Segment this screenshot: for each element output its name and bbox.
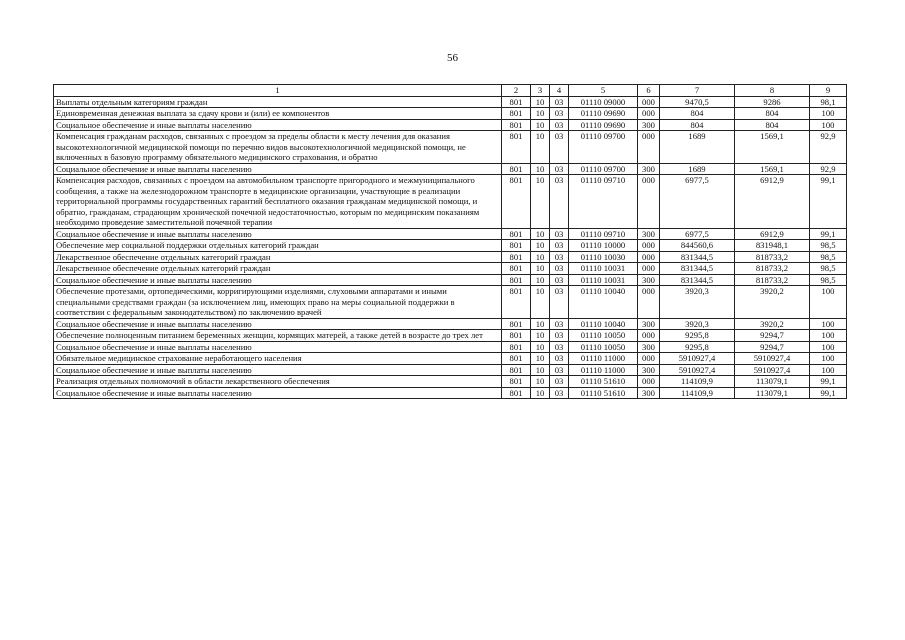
percent-cell: 98,5: [810, 263, 847, 275]
row-name-cell: Социальное обеспечение и иные выплаты населению: [54, 318, 502, 330]
admin-code-cell: 801: [502, 341, 531, 353]
table-row: [54, 240, 847, 252]
header-cell: 3: [531, 85, 550, 97]
section-cell: 10: [531, 364, 550, 376]
executed-cell: 6912,9: [735, 175, 810, 229]
section-cell: 10: [531, 163, 550, 175]
planned-cell: 831344,5: [660, 274, 735, 286]
target-article-cell: 01110 10031: [569, 263, 638, 275]
row-name-cell: Социальное обеспечение и иные выплаты населению: [54, 364, 502, 376]
table-row: [54, 96, 847, 108]
table-row: [54, 387, 847, 399]
expense-type-cell: 300: [638, 318, 660, 330]
header-cell: 1: [54, 85, 502, 97]
expense-type-cell: 000: [638, 286, 660, 319]
percent-cell: 99,1: [810, 376, 847, 388]
executed-cell: 5910927,4: [735, 364, 810, 376]
target-article-cell: 01110 09710: [569, 175, 638, 229]
executed-cell: 5910927,4: [735, 353, 810, 365]
expense-type-cell: 300: [638, 163, 660, 175]
admin-code-cell: 801: [502, 364, 531, 376]
admin-code-cell: 801: [502, 163, 531, 175]
planned-cell: 9295,8: [660, 341, 735, 353]
section-cell: 10: [531, 251, 550, 263]
expense-type-cell: 000: [638, 108, 660, 120]
planned-cell: 114109,9: [660, 376, 735, 388]
section-cell: 10: [531, 108, 550, 120]
table-row: [54, 376, 847, 388]
target-article-cell: 01110 10030: [569, 251, 638, 263]
row-name-cell: Реализация отдельных полномочий в области лекарственного обеспечения: [54, 376, 502, 388]
header-cell: 4: [550, 85, 569, 97]
admin-code-cell: 801: [502, 108, 531, 120]
target-article-cell: 01110 09690: [569, 108, 638, 120]
expense-type-cell: 300: [638, 119, 660, 131]
executed-cell: 113079,1: [735, 376, 810, 388]
table-row: [54, 251, 847, 263]
percent-cell: 100: [810, 318, 847, 330]
expense-type-cell: 000: [638, 251, 660, 263]
admin-code-cell: 801: [502, 228, 531, 240]
target-article-cell: 01110 11000: [569, 364, 638, 376]
executed-cell: 3920,2: [735, 318, 810, 330]
admin-code-cell: 801: [502, 387, 531, 399]
budget-table: [53, 84, 847, 399]
table-row: [54, 274, 847, 286]
subsection-cell: 03: [550, 286, 569, 319]
row-name-cell: Компенсация гражданам расходов, связанных с проездом за пределы области к месту лечения для оказания высокотехнологичной медицинской помощи по перечню видов высокотехнологичной медицинской помощи, не включенных в базовую программу обязательного медицинского страхования, и обратно: [54, 131, 502, 164]
expense-type-cell: 300: [638, 228, 660, 240]
admin-code-cell: 801: [502, 96, 531, 108]
table-row: [54, 353, 847, 365]
table-row: [54, 364, 847, 376]
percent-cell: 100: [810, 364, 847, 376]
executed-cell: 818733,2: [735, 274, 810, 286]
executed-cell: 831948,1: [735, 240, 810, 252]
expense-type-cell: 000: [638, 240, 660, 252]
header-cell: 5: [569, 85, 638, 97]
target-article-cell: 01110 51610: [569, 376, 638, 388]
header-cell: 9: [810, 85, 847, 97]
section-cell: 10: [531, 330, 550, 342]
executed-cell: 818733,2: [735, 263, 810, 275]
planned-cell: 5910927,4: [660, 364, 735, 376]
target-article-cell: 01110 51610: [569, 387, 638, 399]
table-row: [54, 119, 847, 131]
subsection-cell: 03: [550, 263, 569, 275]
subsection-cell: 03: [550, 228, 569, 240]
subsection-cell: 03: [550, 318, 569, 330]
row-name-cell: Обеспечение мер социальной поддержки отдельных категорий граждан: [54, 240, 502, 252]
percent-cell: 99,1: [810, 387, 847, 399]
table-header-row: [54, 85, 847, 97]
header-cell: 2: [502, 85, 531, 97]
target-article-cell: 01110 10040: [569, 318, 638, 330]
subsection-cell: 03: [550, 131, 569, 164]
subsection-cell: 03: [550, 364, 569, 376]
admin-code-cell: 801: [502, 274, 531, 286]
percent-cell: 92,9: [810, 131, 847, 164]
expense-type-cell: 300: [638, 387, 660, 399]
expense-type-cell: 000: [638, 353, 660, 365]
admin-code-cell: 801: [502, 330, 531, 342]
planned-cell: 9470,5: [660, 96, 735, 108]
admin-code-cell: 801: [502, 240, 531, 252]
executed-cell: 804: [735, 119, 810, 131]
planned-cell: 831344,5: [660, 251, 735, 263]
section-cell: 10: [531, 286, 550, 319]
section-cell: 10: [531, 274, 550, 286]
table-row: [54, 341, 847, 353]
row-name-cell: Социальное обеспечение и иные выплаты населению: [54, 228, 502, 240]
percent-cell: 100: [810, 353, 847, 365]
executed-cell: 9294,7: [735, 330, 810, 342]
target-article-cell: 01110 09700: [569, 131, 638, 164]
table-row: [54, 330, 847, 342]
planned-cell: 3920,3: [660, 286, 735, 319]
subsection-cell: 03: [550, 353, 569, 365]
expense-type-cell: 000: [638, 131, 660, 164]
target-article-cell: 01110 10050: [569, 341, 638, 353]
target-article-cell: 01110 10031: [569, 274, 638, 286]
row-name-cell: Социальное обеспечение и иные выплаты населению: [54, 387, 502, 399]
executed-cell: 113079,1: [735, 387, 810, 399]
subsection-cell: 03: [550, 163, 569, 175]
subsection-cell: 03: [550, 96, 569, 108]
target-article-cell: 01110 10000: [569, 240, 638, 252]
row-name-cell: Единовременная денежная выплата за сдачу крови и (или) ее компонентов: [54, 108, 502, 120]
table-row: [54, 318, 847, 330]
percent-cell: 100: [810, 341, 847, 353]
executed-cell: 1569,1: [735, 131, 810, 164]
section-cell: 10: [531, 240, 550, 252]
executed-cell: 6912,9: [735, 228, 810, 240]
percent-cell: 98,1: [810, 96, 847, 108]
admin-code-cell: 801: [502, 286, 531, 319]
subsection-cell: 03: [550, 376, 569, 388]
percent-cell: 98,5: [810, 251, 847, 263]
subsection-cell: 03: [550, 119, 569, 131]
planned-cell: 844560,6: [660, 240, 735, 252]
table-row: [54, 163, 847, 175]
admin-code-cell: 801: [502, 119, 531, 131]
section-cell: 10: [531, 318, 550, 330]
section-cell: 10: [531, 387, 550, 399]
planned-cell: 1689: [660, 131, 735, 164]
section-cell: 10: [531, 131, 550, 164]
row-name-cell: Компенсация расходов, связанных с проездом на автомобильном транспорте пригородного и межмуниципального сообщения, а также на железнодорожном транспорте в медицинские организации, участвующие в реализации территориальной программы государственных гарантий бесплатного оказания гражданам медицинской помощи, и обратно, гражданам, страдающим хронической почечной недостаточностью, которым по медицинским показаниям необходимо проведение заместительной почечной терапии: [54, 175, 502, 229]
header-cell: 8: [735, 85, 810, 97]
row-name-cell: Обязательное медицинское страхование неработающего населения: [54, 353, 502, 365]
section-cell: 10: [531, 96, 550, 108]
planned-cell: 6977,5: [660, 175, 735, 229]
executed-cell: 818733,2: [735, 251, 810, 263]
header-cell: 7: [660, 85, 735, 97]
table-row: [54, 263, 847, 275]
row-name-cell: Лекарственное обеспечение отдельных категорий граждан: [54, 251, 502, 263]
planned-cell: 831344,5: [660, 263, 735, 275]
executed-cell: 1569,1: [735, 163, 810, 175]
subsection-cell: 03: [550, 274, 569, 286]
expense-type-cell: 000: [638, 263, 660, 275]
admin-code-cell: 801: [502, 251, 531, 263]
row-name-cell: Обеспечение протезами, ортопедическими, корригирующими изделиями, слуховыми аппаратами и иными специальными средствами граждан (за исключением лиц, имеющих право на меры социальной поддержки в соответствии с федеральным законодательством) по заключению врачей: [54, 286, 502, 319]
section-cell: 10: [531, 376, 550, 388]
expense-type-cell: 000: [638, 330, 660, 342]
executed-cell: 3920,2: [735, 286, 810, 319]
planned-cell: 804: [660, 108, 735, 120]
section-cell: 10: [531, 175, 550, 229]
planned-cell: 5910927,4: [660, 353, 735, 365]
row-name-cell: Социальное обеспечение и иные выплаты населению: [54, 274, 502, 286]
planned-cell: 6977,5: [660, 228, 735, 240]
row-name-cell: Обеспечение полноценным питанием беременных женщин, кормящих матерей, а также детей в возрасте до трех лет: [54, 330, 502, 342]
target-article-cell: 01110 09690: [569, 119, 638, 131]
percent-cell: 92,9: [810, 163, 847, 175]
table-body: [54, 96, 847, 399]
target-article-cell: 01110 09000: [569, 96, 638, 108]
row-name-cell: Социальное обеспечение и иные выплаты населению: [54, 163, 502, 175]
row-name-cell: Выплаты отдельным категориям граждан: [54, 96, 502, 108]
target-article-cell: 01110 09700: [569, 163, 638, 175]
admin-code-cell: 801: [502, 263, 531, 275]
admin-code-cell: 801: [502, 318, 531, 330]
table-row: [54, 108, 847, 120]
subsection-cell: 03: [550, 330, 569, 342]
percent-cell: 98,5: [810, 240, 847, 252]
planned-cell: 3920,3: [660, 318, 735, 330]
expense-type-cell: 000: [638, 175, 660, 229]
admin-code-cell: 801: [502, 376, 531, 388]
executed-cell: 804: [735, 108, 810, 120]
section-cell: 10: [531, 228, 550, 240]
page-number: 56: [447, 52, 458, 64]
section-cell: 10: [531, 353, 550, 365]
percent-cell: 100: [810, 330, 847, 342]
admin-code-cell: 801: [502, 131, 531, 164]
executed-cell: 9286: [735, 96, 810, 108]
percent-cell: 98,5: [810, 274, 847, 286]
expense-type-cell: 300: [638, 364, 660, 376]
percent-cell: 100: [810, 286, 847, 319]
expense-type-cell: 000: [638, 96, 660, 108]
percent-cell: 100: [810, 108, 847, 120]
subsection-cell: 03: [550, 341, 569, 353]
section-cell: 10: [531, 263, 550, 275]
target-article-cell: 01110 11000: [569, 353, 638, 365]
admin-code-cell: 801: [502, 353, 531, 365]
executed-cell: 9294,7: [735, 341, 810, 353]
expense-type-cell: 000: [638, 376, 660, 388]
planned-cell: 1689: [660, 163, 735, 175]
row-name-cell: Социальное обеспечение и иные выплаты населению: [54, 119, 502, 131]
header-cell: 6: [638, 85, 660, 97]
expense-type-cell: 300: [638, 274, 660, 286]
table-row: [54, 286, 847, 319]
row-name-cell: Лекарственное обеспечение отдельных категорий граждан: [54, 263, 502, 275]
section-cell: 10: [531, 341, 550, 353]
table-row: [54, 228, 847, 240]
table-row: [54, 175, 847, 229]
table-row: [54, 131, 847, 164]
target-article-cell: 01110 10050: [569, 330, 638, 342]
subsection-cell: 03: [550, 108, 569, 120]
section-cell: 10: [531, 119, 550, 131]
expense-type-cell: 300: [638, 341, 660, 353]
target-article-cell: 01110 10040: [569, 286, 638, 319]
subsection-cell: 03: [550, 251, 569, 263]
subsection-cell: 03: [550, 240, 569, 252]
planned-cell: 114109,9: [660, 387, 735, 399]
percent-cell: 99,1: [810, 175, 847, 229]
row-name-cell: Социальное обеспечение и иные выплаты населению: [54, 341, 502, 353]
percent-cell: 100: [810, 119, 847, 131]
admin-code-cell: 801: [502, 175, 531, 229]
target-article-cell: 01110 09710: [569, 228, 638, 240]
subsection-cell: 03: [550, 387, 569, 399]
subsection-cell: 03: [550, 175, 569, 229]
planned-cell: 804: [660, 119, 735, 131]
percent-cell: 99,1: [810, 228, 847, 240]
planned-cell: 9295,8: [660, 330, 735, 342]
